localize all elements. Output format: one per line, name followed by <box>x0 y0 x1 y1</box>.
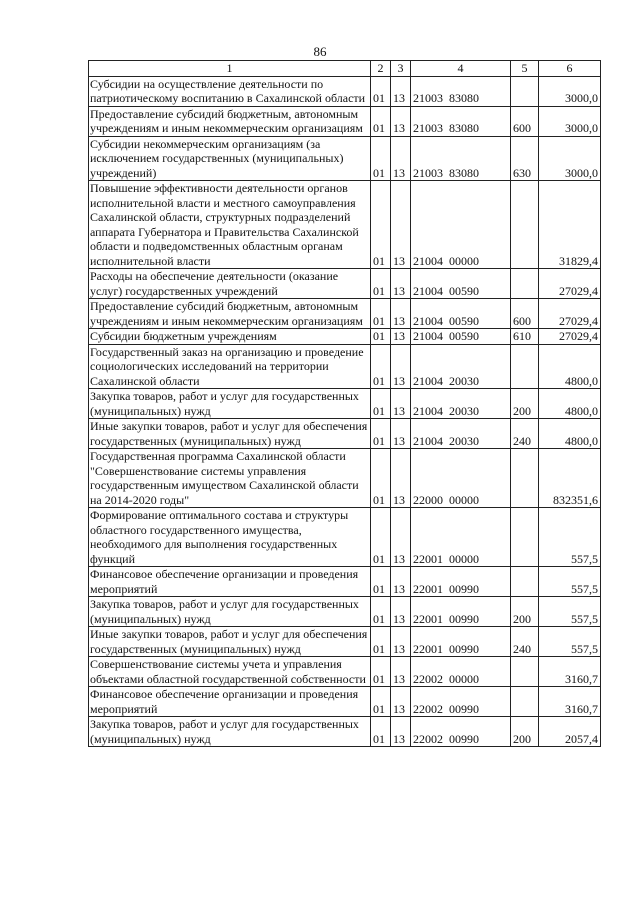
target-article-code: 22001 00990 <box>411 567 511 597</box>
row-description: Субсидии бюджетным учреждениям <box>89 329 371 345</box>
amount: 557,5 <box>539 627 601 657</box>
table-header-row <box>89 61 601 77</box>
expense-type-code: 240 <box>511 419 539 449</box>
section-code: 01 <box>371 389 391 419</box>
section-code: 01 <box>371 329 391 345</box>
subsection-code: 13 <box>391 76 411 106</box>
header-col-6: 6 <box>539 61 601 77</box>
row-description: Закупка товаров, работ и услуг для государственных (муниципальных) нужд <box>89 597 371 627</box>
expense-type-code <box>511 449 539 508</box>
amount: 557,5 <box>539 597 601 627</box>
amount: 31829,4 <box>539 181 601 269</box>
target-article-code: 21004 20030 <box>411 419 511 449</box>
table-row <box>89 597 601 627</box>
header-col-1: 1 <box>89 61 371 77</box>
subsection-code: 13 <box>391 449 411 508</box>
amount: 2057,4 <box>539 717 601 747</box>
expense-type-code <box>511 508 539 567</box>
subsection-code: 13 <box>391 389 411 419</box>
subsection-code: 13 <box>391 687 411 717</box>
section-code: 01 <box>371 508 391 567</box>
amount: 3160,7 <box>539 657 601 687</box>
header-col-3: 3 <box>391 61 411 77</box>
subsection-code: 13 <box>391 567 411 597</box>
section-code: 01 <box>371 657 391 687</box>
subsection-code: 13 <box>391 181 411 269</box>
target-article-code: 21004 00590 <box>411 299 511 329</box>
target-article-code: 21004 00590 <box>411 329 511 345</box>
section-code: 01 <box>371 136 391 181</box>
target-article-code: 21003 83080 <box>411 136 511 181</box>
expense-type-code: 240 <box>511 627 539 657</box>
page-number: 86 <box>313 44 327 59</box>
table-row <box>89 389 601 419</box>
row-description: Расходы на обеспечение деятельности (оказание услуг) государственных учреждений <box>89 269 371 299</box>
table-row <box>89 269 601 299</box>
target-article-code: 21004 00000 <box>411 181 511 269</box>
expense-type-code: 610 <box>511 329 539 345</box>
expense-type-code: 600 <box>511 299 539 329</box>
table-row <box>89 657 601 687</box>
expense-type-code <box>511 687 539 717</box>
section-code: 01 <box>371 76 391 106</box>
table-row <box>89 419 601 449</box>
row-description: Закупка товаров, работ и услуг для государственных (муниципальных) нужд <box>89 717 371 747</box>
target-article-code: 21004 20030 <box>411 389 511 419</box>
section-code: 01 <box>371 269 391 299</box>
table-row <box>89 627 601 657</box>
subsection-code: 13 <box>391 597 411 627</box>
section-code: 01 <box>371 449 391 508</box>
table-row <box>89 181 601 269</box>
subsection-code: 13 <box>391 508 411 567</box>
target-article-code: 22002 00990 <box>411 687 511 717</box>
expense-type-code <box>511 76 539 106</box>
target-article-code: 21003 83080 <box>411 106 511 136</box>
expense-type-code <box>511 344 539 389</box>
table-row <box>89 329 601 345</box>
target-article-code: 22001 00990 <box>411 597 511 627</box>
header-col-4: 4 <box>411 61 511 77</box>
amount: 27029,4 <box>539 269 601 299</box>
row-description: Иные закупки товаров, работ и услуг для обеспечения государственных (муниципальных) нужд <box>89 419 371 449</box>
amount: 27029,4 <box>539 329 601 345</box>
subsection-code: 13 <box>391 329 411 345</box>
expense-type-code: 630 <box>511 136 539 181</box>
subsection-code: 13 <box>391 419 411 449</box>
header-col-5: 5 <box>511 61 539 77</box>
section-code: 01 <box>371 567 391 597</box>
target-article-code: 21003 83080 <box>411 76 511 106</box>
amount: 27029,4 <box>539 299 601 329</box>
target-article-code: 22001 00990 <box>411 627 511 657</box>
subsection-code: 13 <box>391 299 411 329</box>
table-row <box>89 449 601 508</box>
budget-table <box>88 60 601 747</box>
section-code: 01 <box>371 717 391 747</box>
subsection-code: 13 <box>391 269 411 299</box>
target-article-code: 21004 00590 <box>411 269 511 299</box>
amount: 3160,7 <box>539 687 601 717</box>
expense-type-code: 200 <box>511 717 539 747</box>
subsection-code: 13 <box>391 717 411 747</box>
row-description: Государственная программа Сахалинской области "Совершенствование системы управления государственным имуществом Сахалинской области на 2014-2020 годы" <box>89 449 371 508</box>
table-row <box>89 717 601 747</box>
subsection-code: 13 <box>391 627 411 657</box>
expense-type-code: 600 <box>511 106 539 136</box>
expense-type-code <box>511 657 539 687</box>
row-description: Субсидии на осуществление деятельности по патриотическому воспитанию в Сахалинской области <box>89 76 371 106</box>
amount: 4800,0 <box>539 419 601 449</box>
table-row <box>89 567 601 597</box>
section-code: 01 <box>371 106 391 136</box>
subsection-code: 13 <box>391 344 411 389</box>
row-description: Предоставление субсидий бюджетным, автономным учреждениям и иным некоммерческим организациям <box>89 106 371 136</box>
amount: 4800,0 <box>539 344 601 389</box>
subsection-code: 13 <box>391 136 411 181</box>
section-code: 01 <box>371 687 391 717</box>
subsection-code: 13 <box>391 657 411 687</box>
table-row <box>89 299 601 329</box>
amount: 4800,0 <box>539 389 601 419</box>
row-description: Совершенствование системы учета и управления объектами областной государственной собственности <box>89 657 371 687</box>
target-article-code: 22001 00000 <box>411 508 511 567</box>
expense-type-code <box>511 181 539 269</box>
target-article-code: 21004 20030 <box>411 344 511 389</box>
target-article-code: 22002 00000 <box>411 657 511 687</box>
section-code: 01 <box>371 627 391 657</box>
table-row <box>89 106 601 136</box>
table-row <box>89 76 601 106</box>
target-article-code: 22000 00000 <box>411 449 511 508</box>
expense-type-code: 200 <box>511 389 539 419</box>
header-col-2: 2 <box>371 61 391 77</box>
table-row <box>89 136 601 181</box>
section-code: 01 <box>371 181 391 269</box>
row-description: Формирование оптимального состава и структуры областного государственного имущества, необходимого для выполнения государственных функций <box>89 508 371 567</box>
amount: 557,5 <box>539 567 601 597</box>
section-code: 01 <box>371 344 391 389</box>
table-row <box>89 508 601 567</box>
expense-type-code: 200 <box>511 597 539 627</box>
amount: 3000,0 <box>539 76 601 106</box>
row-description: Финансовое обеспечение организации и проведения мероприятий <box>89 567 371 597</box>
row-description: Повышение эффективности деятельности органов исполнительной власти и местного самоуправления Сахалинской области, структурных подразделений аппарата Губернатора и Правительства Сахалинской области и подведомственных областным органам исполнительной власти <box>89 181 371 269</box>
target-article-code: 22002 00990 <box>411 717 511 747</box>
amount: 3000,0 <box>539 136 601 181</box>
subsection-code: 13 <box>391 106 411 136</box>
table-row <box>89 687 601 717</box>
amount: 832351,6 <box>539 449 601 508</box>
amount: 3000,0 <box>539 106 601 136</box>
expense-type-code <box>511 567 539 597</box>
amount: 557,5 <box>539 508 601 567</box>
row-description: Предоставление субсидий бюджетным, автономным учреждениям и иным некоммерческим организациям <box>89 299 371 329</box>
row-description: Закупка товаров, работ и услуг для государственных (муниципальных) нужд <box>89 389 371 419</box>
row-description: Субсидии некоммерческим организациям (за исключением государственных (муниципальных) учреждений) <box>89 136 371 181</box>
section-code: 01 <box>371 419 391 449</box>
table-row <box>89 344 601 389</box>
section-code: 01 <box>371 299 391 329</box>
row-description: Государственный заказ на организацию и проведение социологических исследований на территории Сахалинской области <box>89 344 371 389</box>
expense-type-code <box>511 269 539 299</box>
section-code: 01 <box>371 597 391 627</box>
row-description: Иные закупки товаров, работ и услуг для обеспечения государственных (муниципальных) нужд <box>89 627 371 657</box>
row-description: Финансовое обеспечение организации и проведения мероприятий <box>89 687 371 717</box>
